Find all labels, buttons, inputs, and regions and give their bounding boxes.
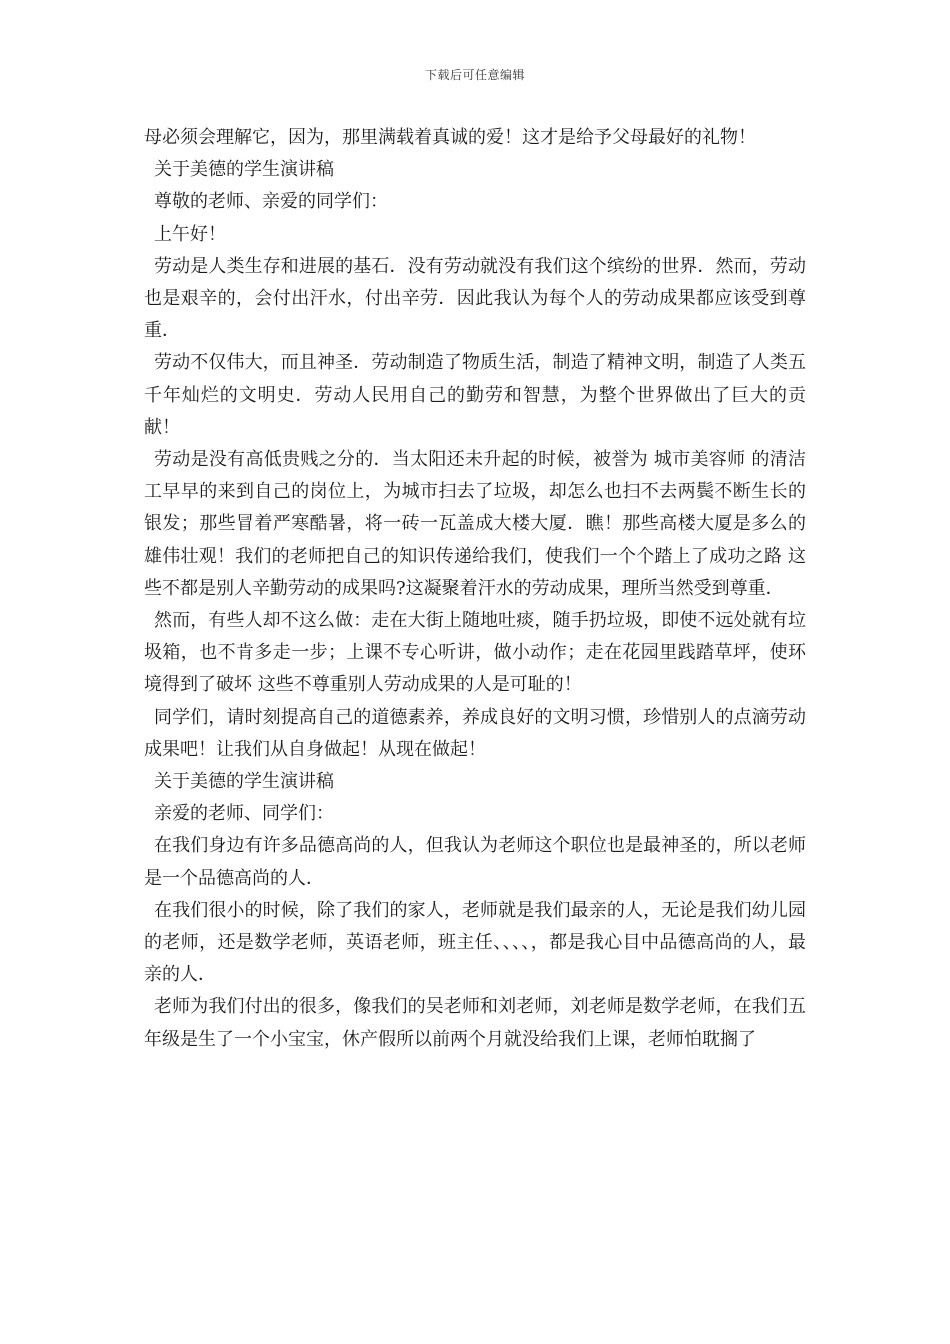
paragraph-continuation: 母必须会理解它，因为，那里满载着真诚的爱！这才是给予父母最好的礼物！	[144, 127, 756, 148]
paragraph: 在我们很小的时候，除了我们的家人，老师就是我们最亲的人，无论是我们幼儿园的老师，还是数学老师，英语老师，班主任、、、、，都是我心目中品德高尚的人，最亲的人．	[144, 899, 806, 986]
greeting: 上午好！	[154, 223, 226, 245]
page-header: 下载后可任意编辑	[424, 68, 525, 82]
salutation: 尊敬的老师、亲爱的同学们：	[154, 191, 388, 213]
paragraph: 然而，有些人却不这么做：走在大街上随地吐痰，随手扔垃圾，即使不远处就有垃圾箱，也不肯多走一步；上课不专心听讲，做小动作；走在花园里践踏草坪，使环境得到了破坏 这些不尊重别人劳动成果的人是可耻的！	[144, 610, 806, 696]
speech-title: 关于美德的学生演讲稿	[154, 159, 334, 181]
paragraph: 同学们，请时刻提高自己的道德素养，养成良好的文明习惯，珍惜别人的点滴劳动成果吧！让我们从自身做起！从现在做起！	[144, 706, 806, 760]
paragraph: 劳动是人类生存和进展的基石．没有劳动就没有我们这个缤纷的世界．然而，劳动也是艰辛的，会付出汗水，付出辛劳．因此我认为每个人的劳动成果都应该受到尊重．	[144, 255, 806, 342]
document-body	[144, 122, 806, 1056]
salutation: 亲爱的老师、同学们：	[154, 803, 334, 825]
paragraph: 劳动是没有高低贵贱之分的．当太阳还未升起的时候，被誉为 城市美容师 的清洁工早早的来到自己的岗位上，为城市扫去了垃圾，却怎么也扫不去两鬓不断生长的银发；那些冒着严寒酷暑，将一砖一瓦盖成大楼大厦．瞧！那些高楼大厦是多么的雄伟壮观！我们的老师把自己的知识传递给我们，使我们一个个踏上了成功之路 这些不都是别人辛勤劳动的成果吗?这凝聚着汗水的劳动成果，理所当然受到尊重．	[144, 449, 806, 599]
paragraph: 老师为我们付出的很多，像我们的吴老师和刘老师，刘老师是数学老师，在我们五年级是生了一个小宝宝，休产假所以前两个月就没给我们上课，老师怕耽搁了	[144, 996, 806, 1050]
paragraph: 劳动不仅伟大，而且神圣．劳动制造了物质生活，制造了精神文明，制造了人类五千年灿烂的文明史．劳动人民用自己的勤劳和智慧，为整个世界做出了巨大的贡献！	[144, 352, 806, 438]
speech-title: 关于美德的学生演讲稿	[154, 771, 334, 793]
paragraph: 在我们身边有许多品德高尚的人，但我认为老师这个职位也是最神圣的，所以老师是一个品德高尚的人．	[144, 835, 806, 889]
